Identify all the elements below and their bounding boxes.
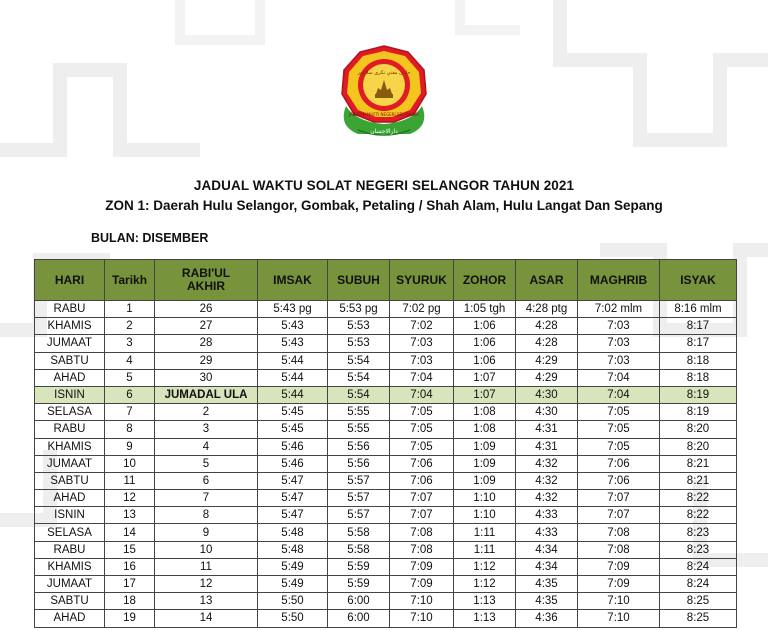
cell-syuruk: 7:08	[390, 541, 454, 558]
cell-syuruk: 7:04	[390, 386, 454, 403]
cell-tarikh: 18	[105, 593, 155, 610]
cell-tarikh: 16	[105, 558, 155, 575]
table-body	[35, 301, 737, 628]
cell-tarikh: 6	[105, 386, 155, 403]
table-row	[35, 541, 737, 558]
cell-subuh: 5:54	[328, 386, 390, 403]
cell-tarikh: 3	[105, 335, 155, 352]
cell-asar: 4:32	[516, 455, 578, 472]
cell-maghrib: 7:08	[578, 524, 660, 541]
table-row	[35, 301, 737, 318]
cell-isyak: 8:19	[660, 386, 737, 403]
cell-zohor: 1:06	[454, 335, 516, 352]
cell-imsak: 5:48	[258, 541, 328, 558]
cell-zohor: 1:08	[454, 421, 516, 438]
cell-imsak: 5:50	[258, 593, 328, 610]
cell-tarikh: 10	[105, 455, 155, 472]
cell-syuruk: 7:05	[390, 438, 454, 455]
table-row	[35, 421, 737, 438]
cell-subuh: 5:57	[328, 507, 390, 524]
cell-subuh: 5:55	[328, 404, 390, 421]
header-zohor: ZOHOR	[454, 260, 516, 301]
header-syuruk: SYURUK	[390, 260, 454, 301]
month-label: BULAN: DISEMBER	[91, 231, 209, 245]
cell-isyak: 8:20	[660, 438, 737, 455]
header-tarikh: Tarikh	[105, 260, 155, 301]
header-subuh: SUBUH	[328, 260, 390, 301]
cell-asar: 4:32	[516, 472, 578, 489]
cell-subuh: 5:56	[328, 455, 390, 472]
cell-syuruk: 7:09	[390, 558, 454, 575]
table-row	[35, 558, 737, 575]
cell-isyak: 8:21	[660, 455, 737, 472]
cell-subuh: 5:59	[328, 576, 390, 593]
cell-asar: 4:32	[516, 490, 578, 507]
document-title: JADUAL WAKTU SOLAT NEGERI SELANGOR TAHUN 2021	[193, 178, 575, 193]
cell-hari: AHAD	[35, 610, 105, 627]
cell-hari: KHAMIS	[35, 558, 105, 575]
cell-zohor: 1:09	[454, 472, 516, 489]
cell-hari: KHAMIS	[35, 438, 105, 455]
cell-hari: SABTU	[35, 593, 105, 610]
logo-ring-text: JABATAN MUFTI NEGERI SELANGOR	[348, 112, 420, 117]
cell-maghrib: 7:03	[578, 352, 660, 369]
table-row	[35, 610, 737, 627]
cell-hijri: 14	[155, 610, 258, 627]
cell-tarikh: 7	[105, 404, 155, 421]
cell-asar: 4:34	[516, 541, 578, 558]
cell-tarikh: 5	[105, 369, 155, 386]
cell-maghrib: 7:07	[578, 507, 660, 524]
cell-hijri: JUMADAL ULA	[155, 386, 258, 403]
table-row	[35, 386, 737, 403]
cell-tarikh: 17	[105, 576, 155, 593]
cell-zohor: 1:06	[454, 352, 516, 369]
cell-isyak: 8:23	[660, 524, 737, 541]
table-row	[35, 455, 737, 472]
cell-asar: 4:36	[516, 610, 578, 627]
cell-maghrib: 7:10	[578, 593, 660, 610]
cell-subuh: 5:54	[328, 369, 390, 386]
table-row	[35, 404, 737, 421]
cell-hijri: 4	[155, 438, 258, 455]
logo-top-text: جابتن مفتي نڬري سلاڠور	[357, 70, 411, 76]
cell-hijri: 6	[155, 472, 258, 489]
cell-isyak: 8:21	[660, 472, 737, 489]
cell-hari: RABU	[35, 301, 105, 318]
cell-imsak: 5:43	[258, 318, 328, 335]
cell-hari: RABU	[35, 421, 105, 438]
cell-hijri: 8	[155, 507, 258, 524]
cell-zohor: 1:05 tgh	[454, 301, 516, 318]
cell-subuh: 6:00	[328, 593, 390, 610]
table-row	[35, 576, 737, 593]
cell-asar: 4:34	[516, 558, 578, 575]
cell-tarikh: 4	[105, 352, 155, 369]
cell-asar: 4:35	[516, 593, 578, 610]
table-row	[35, 593, 737, 610]
header-imsak: IMSAK	[258, 260, 328, 301]
header-hijri-month: RABI'UL AKHIR	[155, 260, 258, 301]
cell-asar: 4:31	[516, 438, 578, 455]
cell-hijri: 13	[155, 593, 258, 610]
cell-isyak: 8:22	[660, 490, 737, 507]
cell-imsak: 5:50	[258, 610, 328, 627]
cell-isyak: 8:17	[660, 318, 737, 335]
cell-subuh: 5:59	[328, 558, 390, 575]
cell-syuruk: 7:05	[390, 404, 454, 421]
cell-isyak: 8:16 mlm	[660, 301, 737, 318]
table-row	[35, 490, 737, 507]
cell-imsak: 5:46	[258, 455, 328, 472]
cell-isyak: 8:18	[660, 352, 737, 369]
cell-tarikh: 1	[105, 301, 155, 318]
cell-zohor: 1:11	[454, 541, 516, 558]
cell-syuruk: 7:08	[390, 524, 454, 541]
cell-hari: SELASA	[35, 524, 105, 541]
cell-hijri: 27	[155, 318, 258, 335]
cell-zohor: 1:06	[454, 318, 516, 335]
cell-imsak: 5:47	[258, 472, 328, 489]
cell-imsak: 5:47	[258, 507, 328, 524]
cell-zohor: 1:09	[454, 438, 516, 455]
cell-imsak: 5:49	[258, 576, 328, 593]
cell-asar: 4:30	[516, 386, 578, 403]
cell-syuruk: 7:07	[390, 507, 454, 524]
cell-asar: 4:28	[516, 335, 578, 352]
cell-hijri: 2	[155, 404, 258, 421]
cell-imsak: 5:43 pg	[258, 301, 328, 318]
cell-hijri: 5	[155, 455, 258, 472]
cell-hari: SABTU	[35, 352, 105, 369]
cell-hijri: 9	[155, 524, 258, 541]
cell-hari: SABTU	[35, 472, 105, 489]
cell-hari: JUMAAT	[35, 576, 105, 593]
cell-hari: JUMAAT	[35, 455, 105, 472]
cell-zohor: 1:13	[454, 593, 516, 610]
cell-hari: AHAD	[35, 369, 105, 386]
cell-subuh: 5:58	[328, 541, 390, 558]
cell-zohor: 1:07	[454, 386, 516, 403]
cell-subuh: 5:57	[328, 490, 390, 507]
cell-tarikh: 12	[105, 490, 155, 507]
cell-syuruk: 7:07	[390, 490, 454, 507]
cell-isyak: 8:25	[660, 610, 737, 627]
cell-asar: 4:29	[516, 352, 578, 369]
cell-syuruk: 7:04	[390, 369, 454, 386]
table-row	[35, 524, 737, 541]
cell-zohor: 1:10	[454, 490, 516, 507]
cell-tarikh: 19	[105, 610, 155, 627]
cell-hari: AHAD	[35, 490, 105, 507]
cell-zohor: 1:12	[454, 558, 516, 575]
zone-subtitle: ZON 1: Daerah Hulu Selangor, Gombak, Petaling / Shah Alam, Hulu Langat Dan Sepang	[105, 198, 663, 213]
cell-zohor: 1:13	[454, 610, 516, 627]
cell-hijri: 3	[155, 421, 258, 438]
cell-hari: SELASA	[35, 404, 105, 421]
cell-imsak: 5:44	[258, 352, 328, 369]
cell-syuruk: 7:10	[390, 593, 454, 610]
cell-maghrib: 7:04	[578, 369, 660, 386]
logo-banner-text: دارالاحسان	[370, 128, 398, 135]
cell-hari: ISNIN	[35, 386, 105, 403]
cell-isyak: 8:18	[660, 369, 737, 386]
cell-asar: 4:28	[516, 318, 578, 335]
header-asar: ASAR	[516, 260, 578, 301]
cell-imsak: 5:48	[258, 524, 328, 541]
table-row	[35, 438, 737, 455]
cell-hijri: 12	[155, 576, 258, 593]
cell-maghrib: 7:05	[578, 438, 660, 455]
cell-hari: RABU	[35, 541, 105, 558]
cell-hari: JUMAAT	[35, 335, 105, 352]
cell-syuruk: 7:05	[390, 421, 454, 438]
cell-syuruk: 7:02	[390, 318, 454, 335]
cell-subuh: 6:00	[328, 610, 390, 627]
cell-hari: ISNIN	[35, 507, 105, 524]
cell-subuh: 5:53 pg	[328, 301, 390, 318]
cell-subuh: 5:55	[328, 421, 390, 438]
cell-syuruk: 7:03	[390, 352, 454, 369]
cell-syuruk: 7:03	[390, 335, 454, 352]
cell-zohor: 1:09	[454, 455, 516, 472]
table-row	[35, 318, 737, 335]
cell-asar: 4:30	[516, 404, 578, 421]
cell-maghrib: 7:08	[578, 541, 660, 558]
cell-imsak: 5:49	[258, 558, 328, 575]
cell-zohor: 1:08	[454, 404, 516, 421]
cell-subuh: 5:53	[328, 318, 390, 335]
cell-maghrib: 7:09	[578, 576, 660, 593]
cell-hijri: 10	[155, 541, 258, 558]
cell-maghrib: 7:03	[578, 318, 660, 335]
cell-maghrib: 7:05	[578, 421, 660, 438]
cell-syuruk: 7:06	[390, 455, 454, 472]
cell-maghrib: 7:10	[578, 610, 660, 627]
cell-maghrib: 7:04	[578, 386, 660, 403]
cell-subuh: 5:53	[328, 335, 390, 352]
header-maghrib: MAGHRIB	[578, 260, 660, 301]
cell-zohor: 1:10	[454, 507, 516, 524]
cell-hijri: 30	[155, 369, 258, 386]
cell-isyak: 8:24	[660, 558, 737, 575]
cell-subuh: 5:57	[328, 472, 390, 489]
cell-maghrib: 7:06	[578, 455, 660, 472]
table-row	[35, 335, 737, 352]
cell-tarikh: 13	[105, 507, 155, 524]
cell-isyak: 8:19	[660, 404, 737, 421]
cell-maghrib: 7:02 mlm	[578, 301, 660, 318]
cell-asar: 4:35	[516, 576, 578, 593]
table-row	[35, 369, 737, 386]
cell-imsak: 5:43	[258, 335, 328, 352]
cell-maghrib: 7:07	[578, 490, 660, 507]
prayer-times-table	[34, 259, 737, 628]
cell-imsak: 5:45	[258, 421, 328, 438]
cell-hijri: 11	[155, 558, 258, 575]
cell-maghrib: 7:05	[578, 404, 660, 421]
cell-syuruk: 7:10	[390, 610, 454, 627]
table-row	[35, 507, 737, 524]
cell-isyak: 8:22	[660, 507, 737, 524]
cell-tarikh: 14	[105, 524, 155, 541]
cell-maghrib: 7:09	[578, 558, 660, 575]
jabatan-mufti-logo	[328, 44, 440, 144]
cell-isyak: 8:17	[660, 335, 737, 352]
cell-maghrib: 7:03	[578, 335, 660, 352]
cell-asar: 4:31	[516, 421, 578, 438]
cell-asar: 4:33	[516, 507, 578, 524]
cell-asar: 4:29	[516, 369, 578, 386]
header-isyak: ISYAK	[660, 260, 737, 301]
cell-isyak: 8:24	[660, 576, 737, 593]
cell-tarikh: 9	[105, 438, 155, 455]
cell-isyak: 8:20	[660, 421, 737, 438]
cell-subuh: 5:54	[328, 352, 390, 369]
cell-maghrib: 7:06	[578, 472, 660, 489]
cell-asar: 4:33	[516, 524, 578, 541]
table-header-row	[35, 260, 737, 301]
cell-tarikh: 2	[105, 318, 155, 335]
cell-isyak: 8:25	[660, 593, 737, 610]
cell-syuruk: 7:02 pg	[390, 301, 454, 318]
cell-zohor: 1:11	[454, 524, 516, 541]
cell-tarikh: 8	[105, 421, 155, 438]
table-row	[35, 472, 737, 489]
cell-hijri: 26	[155, 301, 258, 318]
cell-subuh: 5:56	[328, 438, 390, 455]
cell-hijri: 29	[155, 352, 258, 369]
cell-hari: KHAMIS	[35, 318, 105, 335]
cell-imsak: 5:47	[258, 490, 328, 507]
cell-imsak: 5:46	[258, 438, 328, 455]
cell-imsak: 5:44	[258, 386, 328, 403]
cell-zohor: 1:07	[454, 369, 516, 386]
cell-subuh: 5:58	[328, 524, 390, 541]
cell-syuruk: 7:06	[390, 472, 454, 489]
table-row	[35, 352, 737, 369]
cell-isyak: 8:23	[660, 541, 737, 558]
cell-tarikh: 11	[105, 472, 155, 489]
cell-hijri: 7	[155, 490, 258, 507]
cell-imsak: 5:44	[258, 369, 328, 386]
cell-syuruk: 7:09	[390, 576, 454, 593]
cell-zohor: 1:12	[454, 576, 516, 593]
cell-tarikh: 15	[105, 541, 155, 558]
cell-hijri: 28	[155, 335, 258, 352]
header-hari: HARI	[35, 260, 105, 301]
cell-asar: 4:28 ptg	[516, 301, 578, 318]
cell-imsak: 5:45	[258, 404, 328, 421]
